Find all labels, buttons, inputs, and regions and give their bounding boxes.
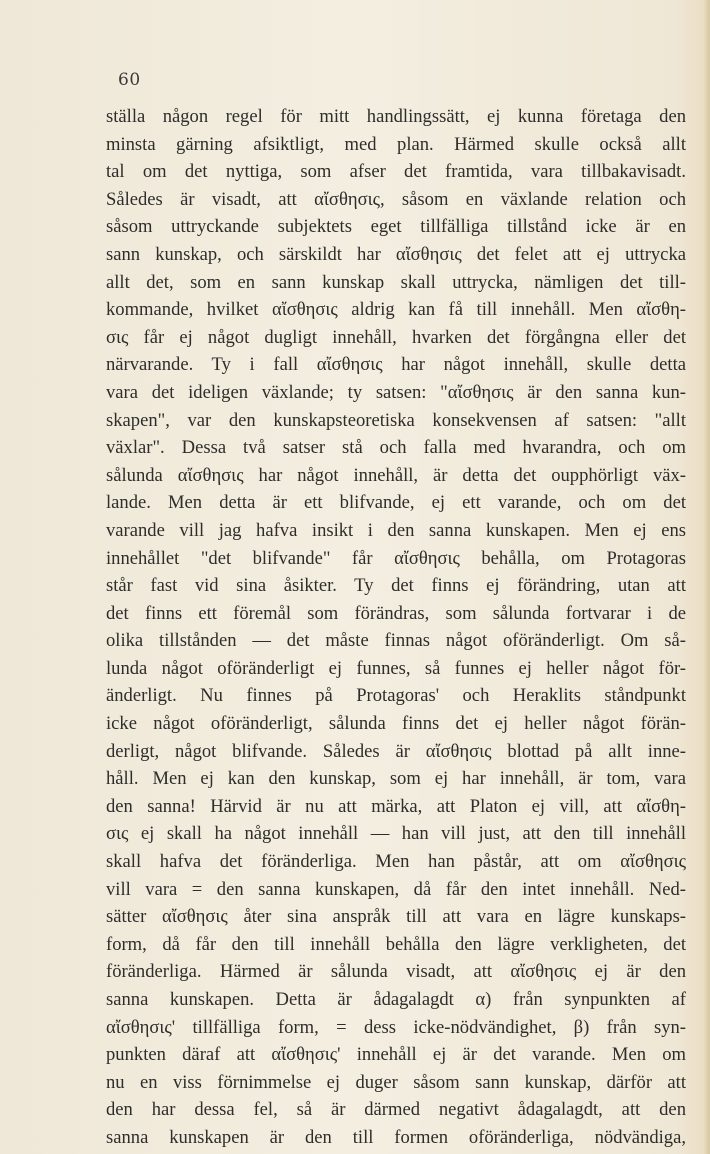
text-line: σις ej skall ha något innehåll — han vill just, att den till innehåll xyxy=(106,823,686,845)
text-line: lunda något oföränderligt ej funnes, så funnes ej heller något för- xyxy=(106,657,686,679)
text-line: olika tillstånden — det måste finnas något oföränderligt. Om så- xyxy=(106,630,686,652)
text-line: σις får ej något dugligt innehåll, hvarken det förgångna eller det xyxy=(106,326,686,348)
text-line: den sanna! Härvid är nu att märka, att Platon ej vill, att αἴσθη- xyxy=(106,795,686,817)
text-line: tal om det nyttiga, som afser det framtida, vara tillbakavisadt. xyxy=(106,161,686,183)
text-line: derligt, något blifvande. Således är αἴσθησις blottad på allt inne- xyxy=(106,740,686,762)
text-line: varande vill jag hafva insikt i den sanna kunskapen. Men ej ens xyxy=(106,519,686,541)
text-line: sann kunskap, och särskildt har αἴσθησις det felet att ej uttrycka xyxy=(106,243,686,265)
text-line: sålunda αἴσθησις har något innehåll, är detta det oupphörligt väx- xyxy=(106,464,686,486)
text-line: vill vara = den sanna kunskapen, då får den intet innehåll. Ned- xyxy=(106,878,686,900)
text-line: växlar". Dessa två satser stå och falla med hvarandra, och om xyxy=(106,437,686,459)
text-line: änderligt. Nu finnes på Protagoras' och Heraklits ståndpunkt xyxy=(106,685,686,707)
text-line: föränderliga. Härmed är sålunda visadt, att αἴσθησις ej är den xyxy=(106,961,686,983)
text-line: kommande, hvilket αἴσθησις aldrig kan få till innehåll. Men αἴσθη- xyxy=(106,299,686,321)
text-line: vara det ideligen växlande; ty satsen: "αἴσθησις är den sanna kun- xyxy=(106,381,686,403)
text-line: håll. Men ej kan den kunskap, som ej har innehåll, är tom, vara xyxy=(106,768,686,790)
text-line: innehållet "det blifvande" får αἴσθησις behålla, om Protagoras xyxy=(106,547,686,569)
text-line: sätter αἴσθησις åter sina anspråk till att vara en lägre kunskaps- xyxy=(106,906,686,928)
text-line: skapen", var den kunskapsteoretiska konsekvensen af satsen: "allt xyxy=(106,409,686,431)
text-line: sanna kunskapen. Detta är ådagalagdt α) från synpunkten af xyxy=(106,989,686,1010)
text-line: icke något oföränderligt, sålunda finns det ej heller något förän- xyxy=(106,713,686,735)
text-line: nu en viss förnimmelse ej duger såsom sann kunskap, därför att xyxy=(106,1071,686,1093)
page-edge xyxy=(702,0,710,1154)
text-line: lande. Men detta är ett blifvande, ej ett varande, och om det xyxy=(106,492,686,514)
text-line: närvarande. Ty i fall αἴσθησις har något innehåll, skulle detta xyxy=(106,354,686,376)
text-line: såsom uttryckande subjektets eget tillfälliga tillstånd icke är en xyxy=(106,216,686,238)
text-line: det finns ett föremål som förändras, som sålunda fortvarar i de xyxy=(106,602,686,624)
text-line: minsta gärning afsiktligt, med plan. Härmed skulle också allt xyxy=(106,133,686,155)
text-line: skall hafva det föränderliga. Men han påstår, att om αἴσθησις xyxy=(106,851,686,873)
text-line: punkten däraf att αἴσθησις' innehåll ej är det varande. Men om xyxy=(106,1044,686,1066)
text-line: allt det, som en sann kunskap skall uttrycka, nämligen det till- xyxy=(106,271,686,293)
text-line: ställa någon regel för mitt handlingssätt, ej kunna företaga den xyxy=(106,106,686,127)
text-line: αἴσθησις' tillfälliga form, = dess icke-nödvändighet, β) från syn- xyxy=(106,1016,686,1038)
text-line: den har dessa fel, så är därmed negativt ådagalagdt, att den xyxy=(106,1099,686,1121)
text-line: står fast vid sina åsikter. Ty det finns ej förändring, utan att xyxy=(106,575,686,597)
text-line: sanna kunskapen är den till formen oföränderliga, nödvändiga, xyxy=(106,1126,686,1148)
text-line: form, då får den till innehåll behålla den lägre verkligheten, det xyxy=(106,933,686,955)
page-number: 60 xyxy=(118,70,141,90)
body-text xyxy=(106,103,686,1152)
text-line: Således är visadt, att αἴσθησις, såsom en växlande relation och xyxy=(106,188,686,210)
